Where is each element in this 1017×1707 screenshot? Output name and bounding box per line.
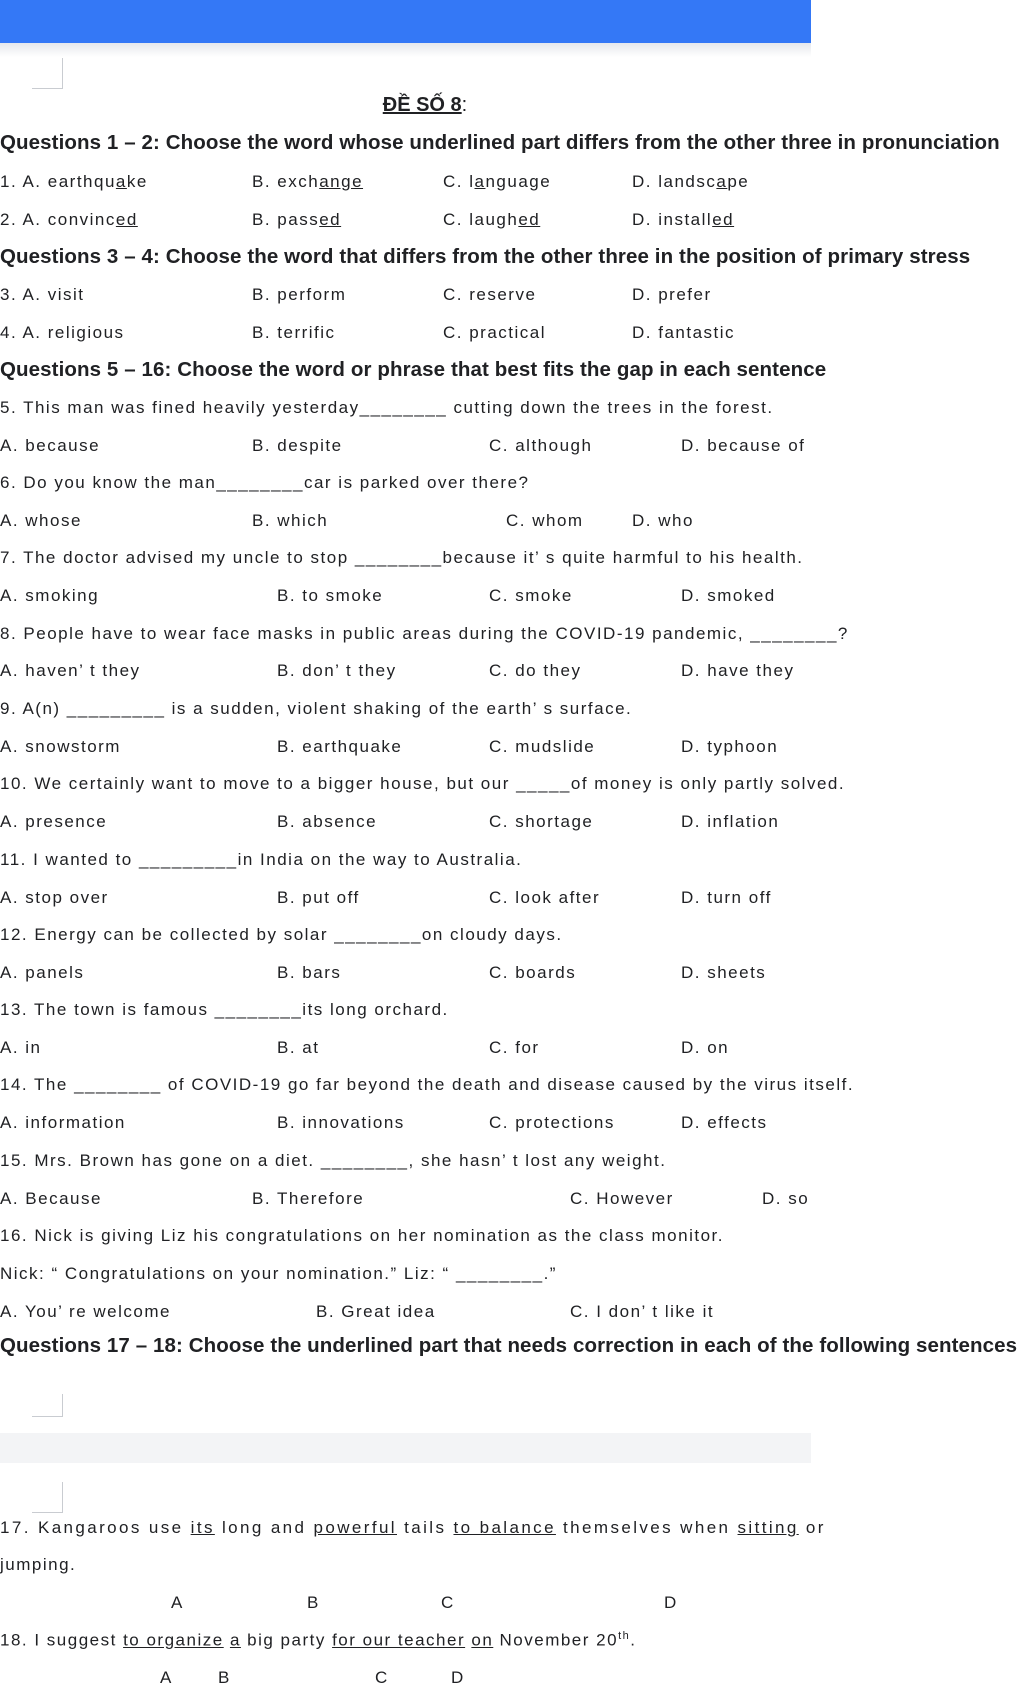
q6-option-d: D. who bbox=[632, 511, 694, 530]
q4-option-d: D. fantastic bbox=[632, 323, 736, 342]
q5-stem: 5. This man was fined heavily yesterday________ cutting down the trees in the forest. bbox=[0, 398, 774, 417]
q2-option-c: C. laughed bbox=[443, 210, 541, 229]
q2-option-d: D. installed bbox=[632, 210, 735, 229]
q4-option-b: B. terrific bbox=[252, 323, 336, 342]
q14-stem: 14. The ________ of COVID-19 go far beyond the death and disease caused by the virus itself. bbox=[0, 1075, 855, 1094]
q17-label-d: D bbox=[664, 1593, 677, 1612]
q7-option-a: A. smoking bbox=[0, 586, 100, 605]
q12-option-a: A. panels bbox=[0, 963, 85, 982]
q10-stem: 10. We certainly want to move to a bigger house, but our _____of money is only partly solved. bbox=[0, 774, 846, 793]
q11-option-c: C. look after bbox=[489, 888, 601, 907]
q7-option-b: B. to smoke bbox=[277, 586, 384, 605]
q10-option-a: A. presence bbox=[0, 812, 108, 831]
q2-option-a: 2. A. convinced bbox=[0, 210, 138, 229]
top-app-bar bbox=[0, 0, 811, 43]
q18-stem: 18. I suggest to organize a big party for our teacher on November 20th. bbox=[0, 1630, 637, 1650]
q7-option-c: C. smoke bbox=[489, 586, 573, 605]
q14-option-b: B. innovations bbox=[277, 1113, 405, 1132]
q7-option-d: D. smoked bbox=[681, 586, 776, 605]
q17-label-c: C bbox=[441, 1593, 454, 1612]
q13-stem: 13. The town is famous ________its long orchard. bbox=[0, 1000, 449, 1019]
q17-stem: 17. Kangaroos use its long and powerful tails to balance themselves when sitting or bbox=[0, 1518, 826, 1537]
q10-option-d: D. inflation bbox=[681, 812, 780, 831]
q10-option-b: B. absence bbox=[277, 812, 378, 831]
q9-stem: 9. A(n) _________ is a sudden, violent shaking of the earth’ s surface. bbox=[0, 699, 633, 718]
q17-stem-line2: jumping. bbox=[0, 1555, 77, 1574]
page-corner-mark bbox=[32, 1394, 63, 1417]
q6-stem: 6. Do you know the man________car is parked over there? bbox=[0, 473, 530, 492]
q16-dialogue: Nick: “ Congratulations on your nomination.” Liz: “ ________.” bbox=[0, 1264, 557, 1283]
q12-option-b: B. bars bbox=[277, 963, 342, 982]
page-corner-mark bbox=[32, 58, 63, 89]
q9-option-c: C. mudslide bbox=[489, 737, 596, 756]
q5-option-d: D. because of bbox=[681, 436, 806, 455]
section-heading-4: Questions 17 – 18: Choose the underlined part that needs correction in each of the following sentences bbox=[0, 1334, 1017, 1357]
q11-option-d: D. turn off bbox=[681, 888, 772, 907]
q14-option-c: C. protections bbox=[489, 1113, 615, 1132]
q17-label-b: B bbox=[307, 1593, 319, 1612]
q1-option-c: C. language bbox=[443, 172, 552, 191]
q15-option-b: B. Therefore bbox=[252, 1189, 365, 1208]
q14-option-a: A. information bbox=[0, 1113, 126, 1132]
section-heading-3: Questions 5 – 16: Choose the word or phrase that best fits the gap in each sentence bbox=[0, 358, 827, 381]
q3-option-d: D. prefer bbox=[632, 285, 712, 304]
q8-option-d: D. have they bbox=[681, 661, 795, 680]
q6-option-a: A. whose bbox=[0, 511, 82, 530]
section-heading-1: Questions 1 – 2: Choose the word whose underlined part differs from the other three in pronunciation bbox=[0, 131, 1000, 154]
q15-option-c: C. However bbox=[570, 1189, 674, 1208]
q3-option-c: C. reserve bbox=[443, 285, 537, 304]
q13-option-a: A. in bbox=[0, 1038, 42, 1057]
q13-option-b: B. at bbox=[277, 1038, 320, 1057]
q5-option-b: B. despite bbox=[252, 436, 343, 455]
q18-label-d: D bbox=[451, 1668, 464, 1687]
page-break bbox=[0, 1433, 811, 1463]
q1-option-a: 1. A. earthquake bbox=[0, 172, 148, 191]
q9-option-a: A. snowstorm bbox=[0, 737, 121, 756]
q12-option-c: C. boards bbox=[489, 963, 577, 982]
q16-option-a: A. You’ re welcome bbox=[0, 1302, 171, 1321]
q13-option-d: D. on bbox=[681, 1038, 730, 1057]
q12-option-d: D. sheets bbox=[681, 963, 767, 982]
q8-stem: 8. People have to wear face masks in public areas during the COVID-19 pandemic, ________? bbox=[0, 624, 849, 643]
q16-option-c: C. I don’ t like it bbox=[570, 1302, 715, 1321]
q15-option-a: A. Because bbox=[0, 1189, 102, 1208]
top-bar-shadow bbox=[0, 43, 811, 57]
q6-option-b: B. which bbox=[252, 511, 329, 530]
q3-option-b: B. perform bbox=[252, 285, 347, 304]
q1-option-d: D. landscape bbox=[632, 172, 750, 191]
q4-option-c: C. practical bbox=[443, 323, 547, 342]
q10-option-c: C. shortage bbox=[489, 812, 594, 831]
q11-option-a: A. stop over bbox=[0, 888, 109, 907]
q3-option-a: 3. A. visit bbox=[0, 285, 85, 304]
q9-option-d: D. typhoon bbox=[681, 737, 779, 756]
section-heading-2: Questions 3 – 4: Choose the word that differs from the other three in the position of primary stress bbox=[0, 245, 971, 268]
q8-option-c: C. do they bbox=[489, 661, 582, 680]
q6-option-c: C. whom bbox=[506, 511, 584, 530]
q15-option-d: D. so bbox=[762, 1189, 810, 1208]
q9-option-b: B. earthquake bbox=[277, 737, 403, 756]
q17-label-a: A bbox=[171, 1593, 183, 1612]
q1-option-b: B. exchange bbox=[252, 172, 364, 191]
q7-stem: 7. The doctor advised my uncle to stop ________because it’ s quite harmful to his health. bbox=[0, 548, 804, 567]
q8-option-a: A. haven’ t they bbox=[0, 661, 141, 680]
q12-stem: 12. Energy can be collected by solar ________on cloudy days. bbox=[0, 925, 563, 944]
q13-option-c: C. for bbox=[489, 1038, 540, 1057]
q2-option-b: B. passed bbox=[252, 210, 342, 229]
q4-option-a: 4. A. religious bbox=[0, 323, 125, 342]
q18-label-b: B bbox=[218, 1668, 230, 1687]
q16-stem: 16. Nick is giving Liz his congratulations on her nomination as the class monitor. bbox=[0, 1226, 724, 1245]
q8-option-b: B. don’ t they bbox=[277, 661, 397, 680]
q5-option-c: C. although bbox=[489, 436, 593, 455]
q15-stem: 15. Mrs. Brown has gone on a diet. ________, she hasn’ t lost any weight. bbox=[0, 1151, 667, 1170]
q5-option-a: A. because bbox=[0, 436, 101, 455]
q14-option-d: D. effects bbox=[681, 1113, 768, 1132]
q16-option-b: B. Great idea bbox=[316, 1302, 436, 1321]
q18-label-a: A bbox=[160, 1668, 172, 1687]
page-title: ĐỀ SỐ 8: bbox=[382, 94, 468, 116]
page-corner-mark bbox=[32, 1482, 63, 1513]
q11-stem: 11. I wanted to _________in India on the way to Australia. bbox=[0, 850, 523, 869]
q11-option-b: B. put off bbox=[277, 888, 360, 907]
q18-label-c: C bbox=[375, 1668, 388, 1687]
